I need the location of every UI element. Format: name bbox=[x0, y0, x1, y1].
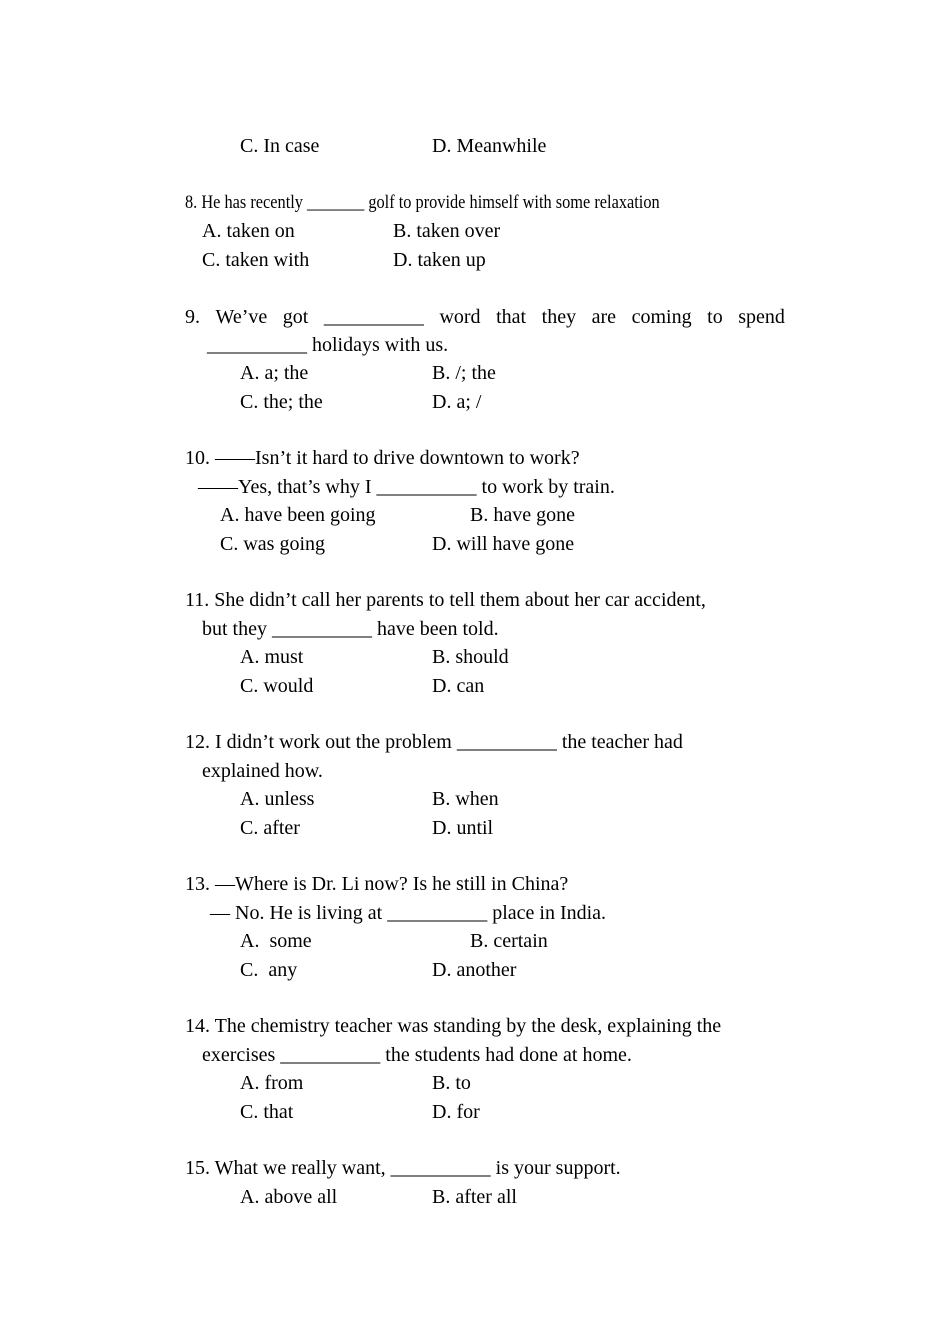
q15-option-b: B. after all bbox=[432, 1186, 517, 1208]
q10-option-b: B. have gone bbox=[470, 504, 575, 526]
q12-option-b: B. when bbox=[432, 788, 499, 810]
q14-option-c: C. that bbox=[240, 1101, 294, 1123]
q9-word: are bbox=[591, 306, 617, 328]
q12-stem-line1: 12. I didn’t work out the problem __________ the teacher had bbox=[185, 731, 683, 753]
q8-option-b: B. taken over bbox=[393, 220, 501, 242]
q14-option-b: B. to bbox=[432, 1072, 471, 1094]
q10-option-d: D. will have gone bbox=[432, 533, 575, 555]
q9-word: to bbox=[707, 306, 723, 328]
q11-option-a: A. must bbox=[240, 646, 304, 668]
q12-option-a: A. unless bbox=[240, 788, 315, 810]
q9-word: coming bbox=[631, 306, 692, 328]
q14-option-a: A. from bbox=[240, 1072, 304, 1094]
q9-word: We’ve bbox=[215, 306, 268, 328]
q10-stem-line2: ——Yes, that’s why I __________ to work by train. bbox=[198, 476, 615, 498]
q9-word: that bbox=[496, 306, 527, 328]
q7-option-c: C. In case bbox=[240, 135, 320, 157]
q12-option-c: C. after bbox=[240, 817, 300, 839]
q13-stem-line2: — No. He is living at __________ place in India. bbox=[210, 902, 607, 924]
q11-option-b: B. should bbox=[432, 646, 509, 668]
q8-option-d: D. taken up bbox=[393, 249, 486, 271]
q15-option-a: A. above all bbox=[240, 1186, 338, 1208]
q9-option-b: B. /; the bbox=[432, 362, 496, 384]
q11-stem-line2: but they __________ have been told. bbox=[202, 618, 499, 640]
q9-blank: __________ bbox=[323, 306, 424, 328]
q9-option-a: A. a; the bbox=[240, 362, 309, 384]
q9-word: they bbox=[541, 306, 577, 328]
q15-stem-line1: 15. What we really want, __________ is your support. bbox=[185, 1157, 621, 1179]
q9-option-c: C. the; the bbox=[240, 391, 323, 413]
q14-stem-line2: exercises __________ the students had done at home. bbox=[202, 1044, 632, 1066]
q9-stem-line1 bbox=[185, 305, 785, 329]
q14-stem-line1: 14. The chemistry teacher was standing by the desk, explaining the bbox=[185, 1015, 722, 1037]
q9-word: 9. bbox=[185, 306, 200, 328]
q8-option-c: C. taken with bbox=[202, 249, 310, 271]
q9-option-d: D. a; / bbox=[432, 391, 482, 413]
q12-stem-line2: explained how. bbox=[202, 760, 323, 782]
q9-stem-line2: __________ holidays with us. bbox=[207, 334, 449, 356]
q9-word: word bbox=[439, 306, 481, 328]
q11-stem-line1: 11. She didn’t call her parents to tell them about her car accident, bbox=[185, 589, 706, 611]
q11-option-d: D. can bbox=[432, 675, 485, 697]
q8-stem: 8. He has recently _______ golf to provide himself with some relaxation bbox=[185, 192, 660, 213]
q10-option-c: C. was going bbox=[220, 533, 325, 555]
q13-option-a: A. some bbox=[240, 930, 312, 952]
q10-stem-line1: 10. ——Isn’t it hard to drive downtown to work? bbox=[185, 447, 580, 469]
q12-option-d: D. until bbox=[432, 817, 494, 839]
q11-option-c: C. would bbox=[240, 675, 314, 697]
q9-word: got bbox=[282, 306, 309, 328]
q8-option-a: A. taken on bbox=[202, 220, 295, 242]
q13-option-b: B. certain bbox=[470, 930, 548, 952]
q13-option-d: D. another bbox=[432, 959, 517, 981]
q14-option-d: D. for bbox=[432, 1101, 480, 1123]
q13-option-c: C. any bbox=[240, 959, 298, 981]
q10-option-a: A. have been going bbox=[220, 504, 376, 526]
q9-word: spend bbox=[738, 306, 785, 328]
q13-stem-line1: 13. —Where is Dr. Li now? Is he still in China? bbox=[185, 873, 569, 895]
q7-option-d: D. Meanwhile bbox=[432, 135, 547, 157]
